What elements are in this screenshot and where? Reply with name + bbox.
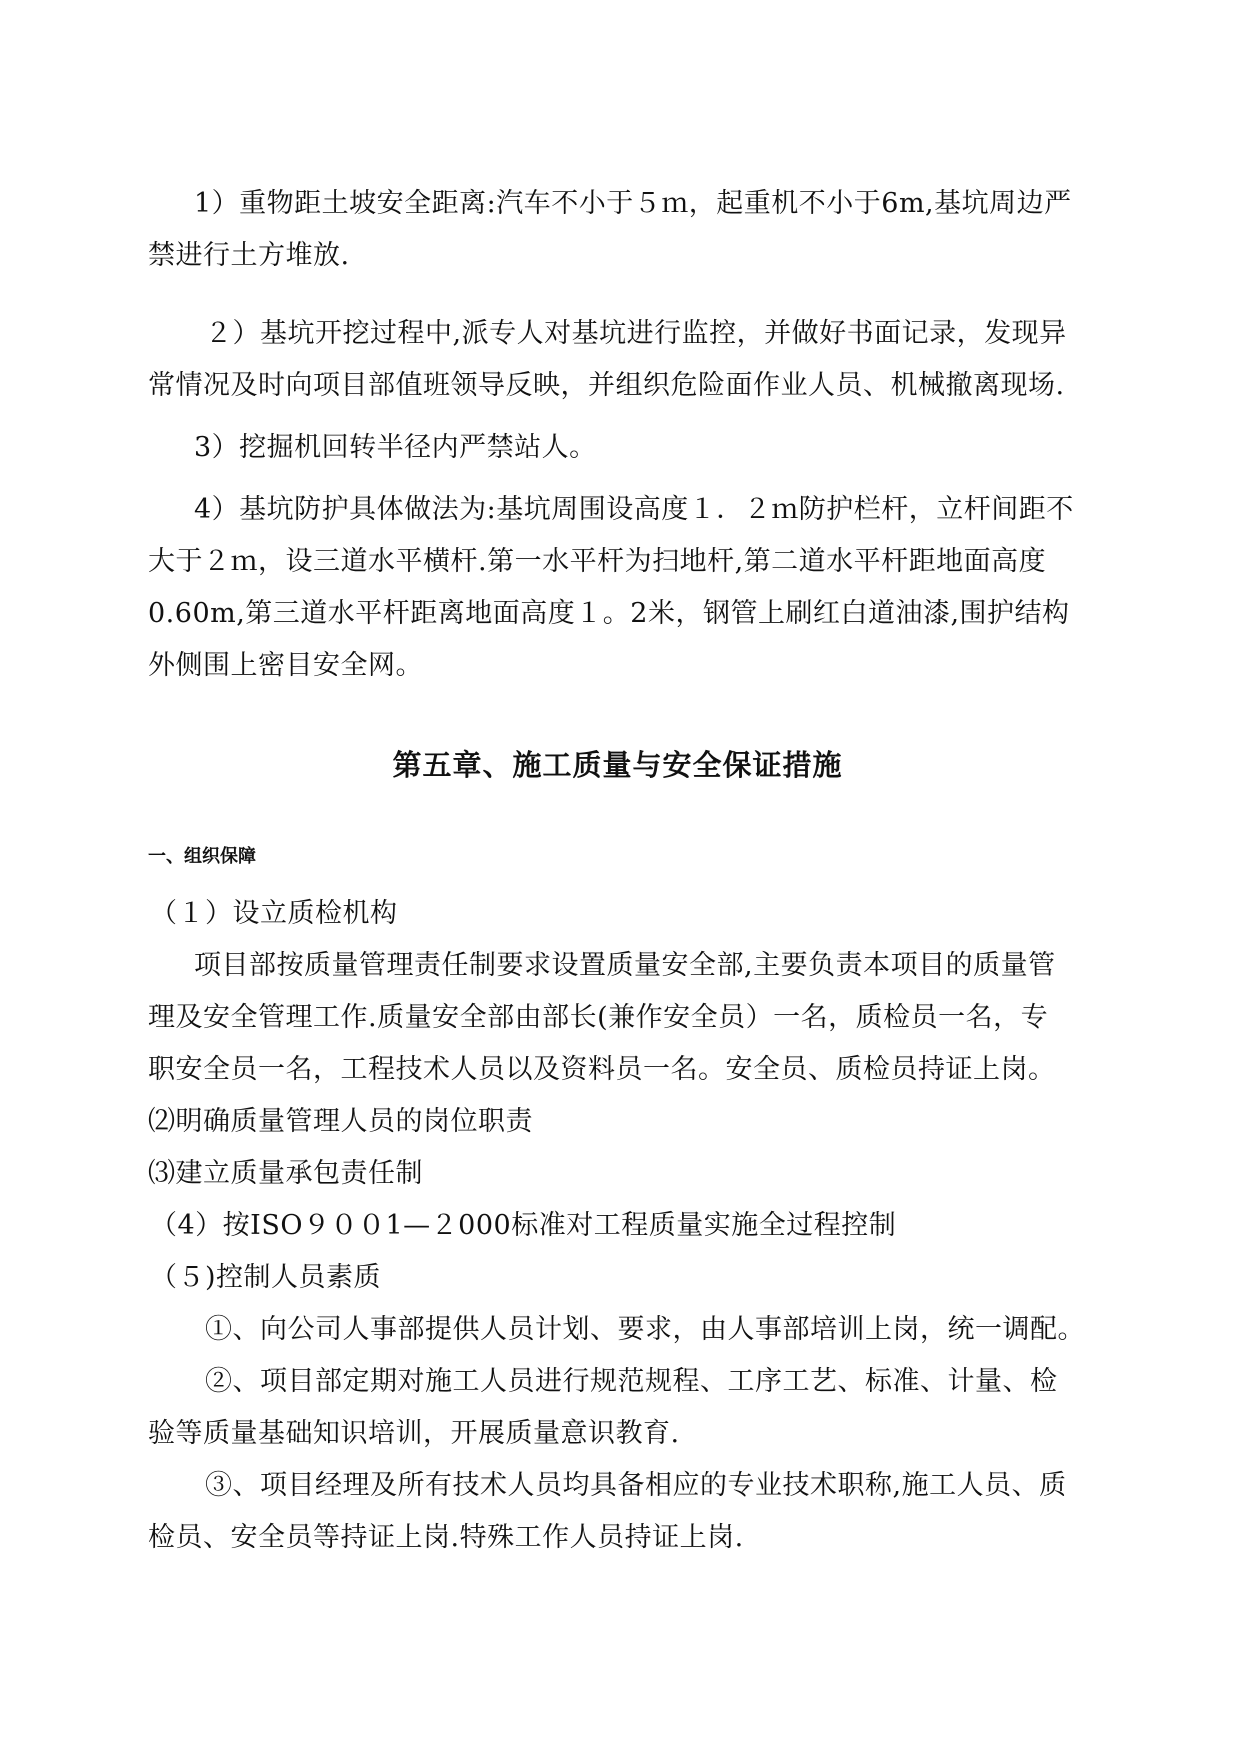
list-item: （4）按ISO９００1—２000标准对工程质量实施全过程控制 bbox=[150, 1210, 897, 1241]
paragraph-line: 常情况及时向项目部值班领导反映，并组织危险面作业人员、机械撤离现场. bbox=[148, 370, 1065, 401]
paragraph-line: 3）挖掘机回转半径内严禁站人。 bbox=[194, 432, 597, 463]
chapter-title: 第五章、施工质量与安全保证措施 bbox=[392, 748, 843, 782]
paragraph-line: ２）基坑开挖过程中,派专人对基坑进行监控，并做好书面记录，发现异 bbox=[205, 318, 1067, 349]
sub-item-line: 验等质量基础知识培训，开展质量意识教育. bbox=[148, 1418, 680, 1449]
paragraph-line: 1）重物距土坡安全距离:汽车不小于５ｍ，起重机不小于6m,基坑周边严 bbox=[194, 188, 1072, 219]
paragraph-line: 项目部按质量管理责任制要求设置质量安全部,主要负责本项目的质量管 bbox=[194, 950, 1056, 981]
list-item: ⑵明确质量管理人员的岗位职责 bbox=[148, 1106, 533, 1137]
sub-item-line: ②、项目部定期对施工人员进行规范规程、工序工艺、标准、计量、检 bbox=[205, 1366, 1058, 1397]
list-item: （５)控制人员素质 bbox=[150, 1262, 382, 1293]
sub-item-line: ③、项目经理及所有技术人员均具备相应的专业技术职称,施工人员、质 bbox=[205, 1470, 1067, 1501]
sub-item-line: 检员、安全员等持证上岗.特殊工作人员持证上岗. bbox=[148, 1522, 744, 1553]
list-item: ⑶建立质量承包责任制 bbox=[148, 1158, 423, 1189]
paragraph-line: 外侧围上密目安全网。 bbox=[148, 650, 423, 681]
paragraph-line: 0.60m,第三道水平杆距离地面高度１。2米，钢管上刷红白道油漆,围护结构 bbox=[148, 598, 1070, 629]
list-item: （１）设立质检机构 bbox=[150, 898, 398, 929]
paragraph-line: 理及安全管理工作.质量安全部由部长(兼作安全员）一名，质检员一名，专 bbox=[148, 1002, 1049, 1033]
paragraph-line: 4）基坑防护具体做法为:基坑周围设高度１．２ｍ防护栏杆，立杆间距不 bbox=[194, 494, 1074, 525]
paragraph-line: 禁进行土方堆放. bbox=[148, 240, 350, 271]
paragraph-line: 大于２ｍ，设三道水平横杆.第一水平杆为扫地杆,第二道水平杆距地面高度 bbox=[148, 546, 1047, 577]
sub-item-line: ①、向公司人事部提供人员计划、要求，由人事部培训上岗，统一调配。 bbox=[205, 1314, 1085, 1345]
paragraph-line: 职安全员一名，工程技术人员以及资料员一名。安全员、质检员持证上岗。 bbox=[148, 1054, 1056, 1085]
section-heading: 一、组织保障 bbox=[148, 846, 256, 867]
